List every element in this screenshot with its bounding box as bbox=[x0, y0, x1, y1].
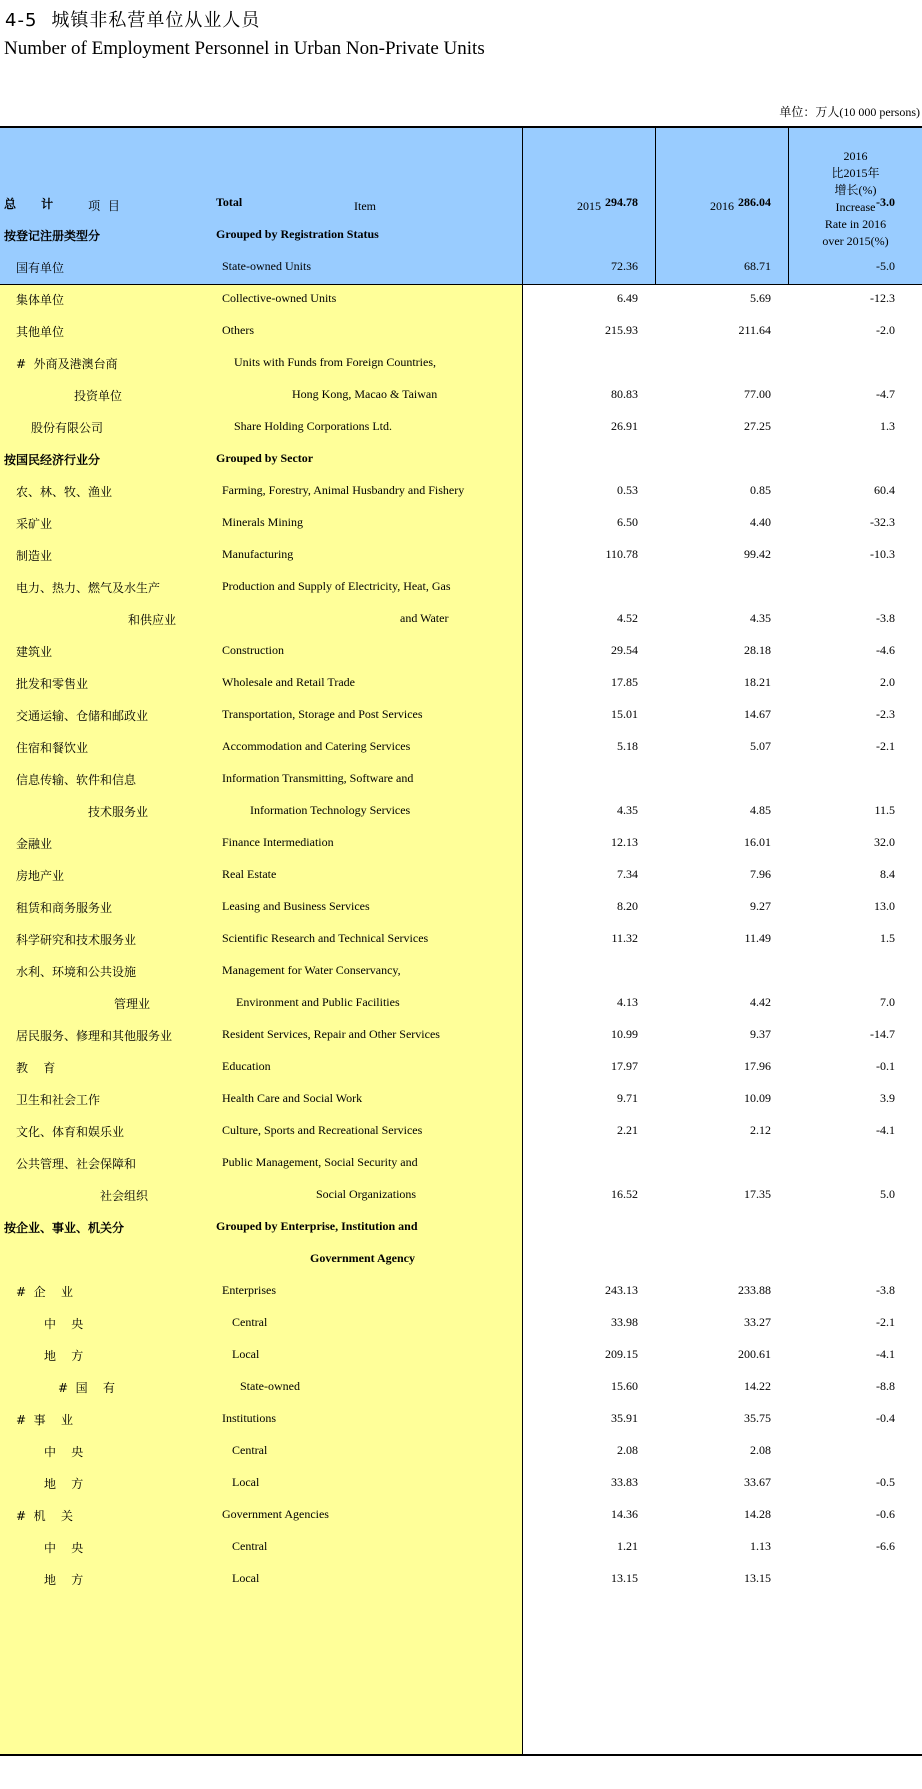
value-rate: -0.4 bbox=[876, 1411, 895, 1425]
row-label-en: Public Management, Social Security and bbox=[222, 1155, 418, 1169]
value-2016: 5.69 bbox=[750, 291, 771, 305]
row-label-en: Government Agency bbox=[310, 1251, 415, 1265]
value-rate: -4.1 bbox=[876, 1347, 895, 1361]
table-row bbox=[0, 956, 922, 988]
value-rate: 8.4 bbox=[880, 867, 895, 881]
row-label-cn: 房地产业 bbox=[16, 869, 65, 883]
table-row bbox=[0, 412, 922, 444]
row-label-cn: 技术服务业 bbox=[88, 805, 149, 819]
value-2016: 28.18 bbox=[744, 643, 771, 657]
row-label-cn: 管理业 bbox=[114, 997, 151, 1011]
row-label-cn: 科学研究和技术服务业 bbox=[16, 933, 137, 947]
value-2016: 10.09 bbox=[744, 1091, 771, 1105]
value-2016: 2.08 bbox=[750, 1443, 771, 1457]
row-label-en: Minerals Mining bbox=[222, 515, 303, 529]
header-item-cn: 项 目 bbox=[88, 199, 122, 213]
row-label-en: Real Estate bbox=[222, 867, 277, 881]
value-2015: 72.36 bbox=[611, 259, 638, 273]
value-2015: 4.13 bbox=[617, 995, 638, 1009]
row-label-cn: 租赁和商务服务业 bbox=[16, 901, 113, 915]
row-label-en: Government Agencies bbox=[222, 1507, 329, 1521]
table-bottom-rule bbox=[0, 1754, 922, 1756]
row-label-en: Farming, Forestry, Animal Husbandry and Fishery bbox=[222, 483, 465, 497]
row-label-en: State-owned Units bbox=[222, 259, 311, 273]
value-2016: 286.04 bbox=[738, 195, 771, 209]
table-row bbox=[0, 1244, 922, 1276]
table-row bbox=[0, 284, 922, 316]
value-2016: 27.25 bbox=[744, 419, 771, 433]
row-label-cn: 中 央 bbox=[44, 1541, 84, 1555]
value-2015: 16.52 bbox=[611, 1187, 638, 1201]
row-label-en: Central bbox=[232, 1539, 268, 1553]
value-2016: 0.85 bbox=[750, 483, 771, 497]
row-label-cn: 批发和零售业 bbox=[16, 677, 89, 691]
value-2016: 233.88 bbox=[738, 1283, 771, 1297]
value-2015: 8.20 bbox=[617, 899, 638, 913]
row-label-cn: 居民服务、修理和其他服务业 bbox=[16, 1029, 173, 1043]
row-label-en: Education bbox=[222, 1059, 271, 1073]
value-2015: 7.34 bbox=[617, 867, 638, 881]
row-label-en: Leasing and Business Services bbox=[222, 899, 370, 913]
row-label-en: Central bbox=[232, 1315, 268, 1329]
row-label-en: Health Care and Social Work bbox=[222, 1091, 363, 1105]
value-2015: 243.13 bbox=[605, 1283, 638, 1297]
table-row bbox=[0, 1564, 922, 1596]
unit-en: (10 000 persons) bbox=[839, 105, 920, 119]
table-row bbox=[0, 892, 922, 924]
row-label-en: and Water bbox=[400, 611, 449, 625]
value-2016: 16.01 bbox=[744, 835, 771, 849]
row-label-cn: 和供应业 bbox=[128, 613, 177, 627]
row-label-cn: # 机 关 bbox=[16, 1509, 73, 1523]
table-row bbox=[0, 604, 922, 636]
table-row bbox=[0, 1340, 922, 1372]
table-row bbox=[0, 1308, 922, 1340]
value-2015: 209.15 bbox=[605, 1347, 638, 1361]
row-label-en: Production and Supply of Electricity, Heat, Gas bbox=[222, 579, 451, 593]
row-label-cn: 按企业、事业、机关分 bbox=[4, 1221, 125, 1235]
row-label-en: Culture, Sports and Recreational Services bbox=[222, 1123, 423, 1137]
row-label-en: Local bbox=[232, 1347, 260, 1361]
row-label-cn: 电力、热力、燃气及水生产 bbox=[16, 581, 161, 595]
table-row bbox=[0, 988, 922, 1020]
value-2016: 77.00 bbox=[744, 387, 771, 401]
header-increase-rate: 2016 比2015年 增长(%) Increase Rate in 2016 over 2015(%) bbox=[822, 149, 889, 248]
value-rate: -2.0 bbox=[876, 323, 895, 337]
row-label-en: Others bbox=[222, 323, 254, 337]
row-label-en: Local bbox=[232, 1475, 260, 1489]
value-2016: 18.21 bbox=[744, 675, 771, 689]
row-label-en: Hong Kong, Macao & Taiwan bbox=[292, 387, 438, 401]
row-label-cn: 采矿业 bbox=[16, 517, 53, 531]
value-2016: 9.37 bbox=[750, 1027, 771, 1041]
table-row bbox=[0, 636, 922, 668]
table-row bbox=[0, 316, 922, 348]
table-row bbox=[0, 1116, 922, 1148]
value-rate: 1.3 bbox=[880, 419, 895, 433]
value-rate: -4.7 bbox=[876, 387, 895, 401]
value-2015: 0.53 bbox=[617, 483, 638, 497]
row-label-cn: 文化、体育和娱乐业 bbox=[16, 1125, 125, 1139]
value-2015: 10.99 bbox=[611, 1027, 638, 1041]
row-label-cn: # 事 业 bbox=[16, 1413, 73, 1427]
row-label-en: Grouped by Registration Status bbox=[216, 227, 379, 241]
value-2015: 294.78 bbox=[605, 195, 638, 209]
value-2016: 11.49 bbox=[744, 931, 771, 945]
table-row bbox=[0, 188, 922, 220]
row-label-en: Environment and Public Facilities bbox=[236, 995, 400, 1009]
table-row bbox=[0, 1372, 922, 1404]
value-2016: 33.27 bbox=[744, 1315, 771, 1329]
value-rate: -4.1 bbox=[876, 1123, 895, 1137]
title-cn-text: 城镇非私营单位从业人员 bbox=[51, 10, 261, 31]
row-label-en: Collective-owned Units bbox=[222, 291, 337, 305]
table-row bbox=[0, 1468, 922, 1500]
row-label-en: Resident Services, Repair and Other Services bbox=[222, 1027, 440, 1041]
table-row bbox=[0, 572, 922, 604]
value-2015: 14.36 bbox=[611, 1507, 638, 1521]
value-2015: 12.13 bbox=[611, 835, 638, 849]
value-rate: 32.0 bbox=[874, 835, 895, 849]
row-label-cn: 教 育 bbox=[16, 1061, 56, 1075]
value-rate: -3.0 bbox=[876, 195, 895, 209]
table-row bbox=[0, 1212, 922, 1244]
row-label-cn: # 外商及港澳台商 bbox=[16, 357, 118, 371]
table-row bbox=[0, 476, 922, 508]
row-label-cn: 社会组织 bbox=[100, 1189, 149, 1203]
value-2016: 1.13 bbox=[750, 1539, 771, 1553]
value-2016: 4.40 bbox=[750, 515, 771, 529]
value-2015: 15.60 bbox=[611, 1379, 638, 1393]
value-rate: -0.5 bbox=[876, 1475, 895, 1489]
row-label-cn: 住宿和餐饮业 bbox=[16, 741, 89, 755]
row-label-cn: 制造业 bbox=[16, 549, 53, 563]
value-2016: 17.96 bbox=[744, 1059, 771, 1073]
table-row bbox=[0, 1404, 922, 1436]
table-row bbox=[0, 220, 922, 252]
table-row bbox=[0, 924, 922, 956]
table-row bbox=[0, 508, 922, 540]
table-row bbox=[0, 764, 922, 796]
value-2016: 4.85 bbox=[750, 803, 771, 817]
value-rate: 2.0 bbox=[880, 675, 895, 689]
value-rate: -3.8 bbox=[876, 611, 895, 625]
row-label-en: Information Transmitting, Software and bbox=[222, 771, 414, 785]
value-2015: 17.85 bbox=[611, 675, 638, 689]
value-rate: -14.7 bbox=[870, 1027, 895, 1041]
row-label-en: Enterprises bbox=[222, 1283, 276, 1297]
table-row bbox=[0, 732, 922, 764]
row-label-en: Scientific Research and Technical Services bbox=[222, 931, 429, 945]
row-label-en: Wholesale and Retail Trade bbox=[222, 675, 355, 689]
value-2015: 11.32 bbox=[611, 931, 638, 945]
value-2015: 35.91 bbox=[611, 1411, 638, 1425]
value-2015: 26.91 bbox=[611, 419, 638, 433]
unit-label bbox=[779, 103, 920, 120]
table-row bbox=[0, 1052, 922, 1084]
value-2016: 5.07 bbox=[750, 739, 771, 753]
table-row bbox=[0, 796, 922, 828]
value-rate: -10.3 bbox=[870, 547, 895, 561]
value-rate: 3.9 bbox=[880, 1091, 895, 1105]
row-label-en: Transportation, Storage and Post Services bbox=[222, 707, 423, 721]
row-label-cn: 交通运输、仓储和邮政业 bbox=[16, 709, 149, 723]
row-label-en: Central bbox=[232, 1443, 268, 1457]
value-rate: 1.5 bbox=[880, 931, 895, 945]
value-rate: -2.3 bbox=[876, 707, 895, 721]
row-label-cn: 按登记注册类型分 bbox=[4, 229, 101, 243]
value-2015: 5.18 bbox=[617, 739, 638, 753]
value-2016: 13.15 bbox=[744, 1571, 771, 1585]
table-row bbox=[0, 668, 922, 700]
row-label-cn: 中 央 bbox=[44, 1445, 84, 1459]
value-2016: 33.67 bbox=[744, 1475, 771, 1489]
row-label-cn: 信息传输、软件和信息 bbox=[16, 773, 137, 787]
table-row bbox=[0, 348, 922, 380]
unit-cn: 单位：万人 bbox=[779, 105, 840, 119]
table-row bbox=[0, 1532, 922, 1564]
value-rate: -3.8 bbox=[876, 1283, 895, 1297]
value-2015: 4.52 bbox=[617, 611, 638, 625]
row-label-en: Total bbox=[216, 195, 243, 209]
row-label-cn: 投资单位 bbox=[74, 389, 123, 403]
row-label-en: Information Technology Services bbox=[250, 803, 411, 817]
row-label-cn: 地 方 bbox=[44, 1349, 84, 1363]
row-label-en: Construction bbox=[222, 643, 284, 657]
value-2015: 13.15 bbox=[611, 1571, 638, 1585]
row-label-cn: 水利、环境和公共设施 bbox=[16, 965, 137, 979]
value-2015: 215.93 bbox=[605, 323, 638, 337]
value-2015: 33.98 bbox=[611, 1315, 638, 1329]
row-label-cn: 国有单位 bbox=[16, 261, 65, 275]
value-2016: 4.35 bbox=[750, 611, 771, 625]
value-2016: 211.64 bbox=[738, 323, 771, 337]
value-2015: 33.83 bbox=[611, 1475, 638, 1489]
row-label-cn: 其他单位 bbox=[16, 325, 65, 339]
table-row bbox=[0, 380, 922, 412]
row-label-en: Social Organizations bbox=[316, 1187, 417, 1201]
value-rate: -0.6 bbox=[876, 1507, 895, 1521]
value-2015: 4.35 bbox=[617, 803, 638, 817]
table-number: 4-5 bbox=[5, 10, 38, 31]
value-2015: 2.21 bbox=[617, 1123, 638, 1137]
table-row bbox=[0, 1020, 922, 1052]
row-label-en: Grouped by Sector bbox=[216, 451, 314, 465]
header-2016: 2016 bbox=[710, 199, 734, 213]
row-label-en: Local bbox=[232, 1571, 260, 1585]
value-rate: -5.0 bbox=[876, 259, 895, 273]
row-label-en: Manufacturing bbox=[222, 547, 294, 561]
row-label-en: Accommodation and Catering Services bbox=[222, 739, 411, 753]
value-rate: 13.0 bbox=[874, 899, 895, 913]
value-rate: -4.6 bbox=[876, 643, 895, 657]
value-2015: 17.97 bbox=[611, 1059, 638, 1073]
row-label-cn: # 国 有 bbox=[58, 1381, 115, 1395]
row-label-en: Grouped by Enterprise, Institution and bbox=[216, 1219, 418, 1233]
row-label-cn: 中 央 bbox=[44, 1317, 84, 1331]
value-2016: 2.12 bbox=[750, 1123, 771, 1137]
row-label-cn: 地 方 bbox=[44, 1573, 84, 1587]
table-row bbox=[0, 1084, 922, 1116]
value-2015: 6.49 bbox=[617, 291, 638, 305]
table-row bbox=[0, 860, 922, 892]
row-label-en: Share Holding Corporations Ltd. bbox=[234, 419, 392, 433]
value-2016: 200.61 bbox=[738, 1347, 771, 1361]
value-2015: 9.71 bbox=[617, 1091, 638, 1105]
value-2016: 4.42 bbox=[750, 995, 771, 1009]
value-rate: 60.4 bbox=[874, 483, 895, 497]
row-label-en: Institutions bbox=[222, 1411, 277, 1425]
row-label-cn: 公共管理、社会保障和 bbox=[16, 1157, 137, 1171]
table-title-en: Number of Employment Personnel in Urban Non-Private Units bbox=[4, 38, 485, 59]
value-2016: 14.28 bbox=[744, 1507, 771, 1521]
row-label-en: State-owned bbox=[240, 1379, 300, 1393]
table-row bbox=[0, 1500, 922, 1532]
value-2015: 6.50 bbox=[617, 515, 638, 529]
value-rate: 11.5 bbox=[874, 803, 895, 817]
value-2015: 80.83 bbox=[611, 387, 638, 401]
value-2016: 99.42 bbox=[744, 547, 771, 561]
data-table bbox=[0, 126, 922, 1756]
value-2016: 17.35 bbox=[744, 1187, 771, 1201]
value-rate: -2.1 bbox=[876, 1315, 895, 1329]
row-label-en: Finance Intermediation bbox=[222, 835, 334, 849]
table-row bbox=[0, 828, 922, 860]
table-row bbox=[0, 1148, 922, 1180]
table-row bbox=[0, 1276, 922, 1308]
row-label-en: Management for Water Conservancy, bbox=[222, 963, 401, 977]
value-2016: 14.22 bbox=[744, 1379, 771, 1393]
row-label-cn: 总 计 bbox=[4, 197, 54, 211]
row-label-cn: 按国民经济行业分 bbox=[4, 453, 101, 467]
header-2015: 2015 bbox=[577, 199, 601, 213]
value-2016: 7.96 bbox=[750, 867, 771, 881]
value-rate: 5.0 bbox=[880, 1187, 895, 1201]
row-label-cn: 股份有限公司 bbox=[31, 421, 104, 435]
row-label-cn: 地 方 bbox=[44, 1477, 84, 1491]
table-row bbox=[0, 1436, 922, 1468]
row-label-cn: 金融业 bbox=[16, 837, 53, 851]
value-rate: -2.1 bbox=[876, 739, 895, 753]
value-rate: -0.1 bbox=[876, 1059, 895, 1073]
table-row bbox=[0, 1180, 922, 1212]
value-rate: -8.8 bbox=[876, 1379, 895, 1393]
value-rate: -6.6 bbox=[876, 1539, 895, 1553]
table-row bbox=[0, 700, 922, 732]
row-label-cn: 卫生和社会工作 bbox=[16, 1093, 101, 1107]
value-2016: 68.71 bbox=[744, 259, 771, 273]
header-item-en: Item bbox=[354, 199, 376, 213]
table-title-cn bbox=[5, 6, 260, 32]
value-2016: 9.27 bbox=[750, 899, 771, 913]
value-rate: -12.3 bbox=[870, 291, 895, 305]
row-label-cn: # 企 业 bbox=[16, 1285, 73, 1299]
table-row bbox=[0, 540, 922, 572]
value-2016: 14.67 bbox=[744, 707, 771, 721]
table-row bbox=[0, 252, 922, 284]
value-2016: 35.75 bbox=[744, 1411, 771, 1425]
value-2015: 1.21 bbox=[617, 1539, 638, 1553]
value-2015: 29.54 bbox=[611, 643, 638, 657]
row-label-cn: 建筑业 bbox=[16, 645, 53, 659]
table-row bbox=[0, 444, 922, 476]
value-2015: 110.78 bbox=[605, 547, 638, 561]
row-label-en: Units with Funds from Foreign Countries, bbox=[234, 355, 437, 369]
value-rate: 7.0 bbox=[880, 995, 895, 1009]
value-rate: -32.3 bbox=[870, 515, 895, 529]
row-label-cn: 农、林、牧、渔业 bbox=[16, 485, 113, 499]
value-2015: 15.01 bbox=[611, 707, 638, 721]
value-2015: 2.08 bbox=[617, 1443, 638, 1457]
row-label-cn: 集体单位 bbox=[16, 293, 65, 307]
